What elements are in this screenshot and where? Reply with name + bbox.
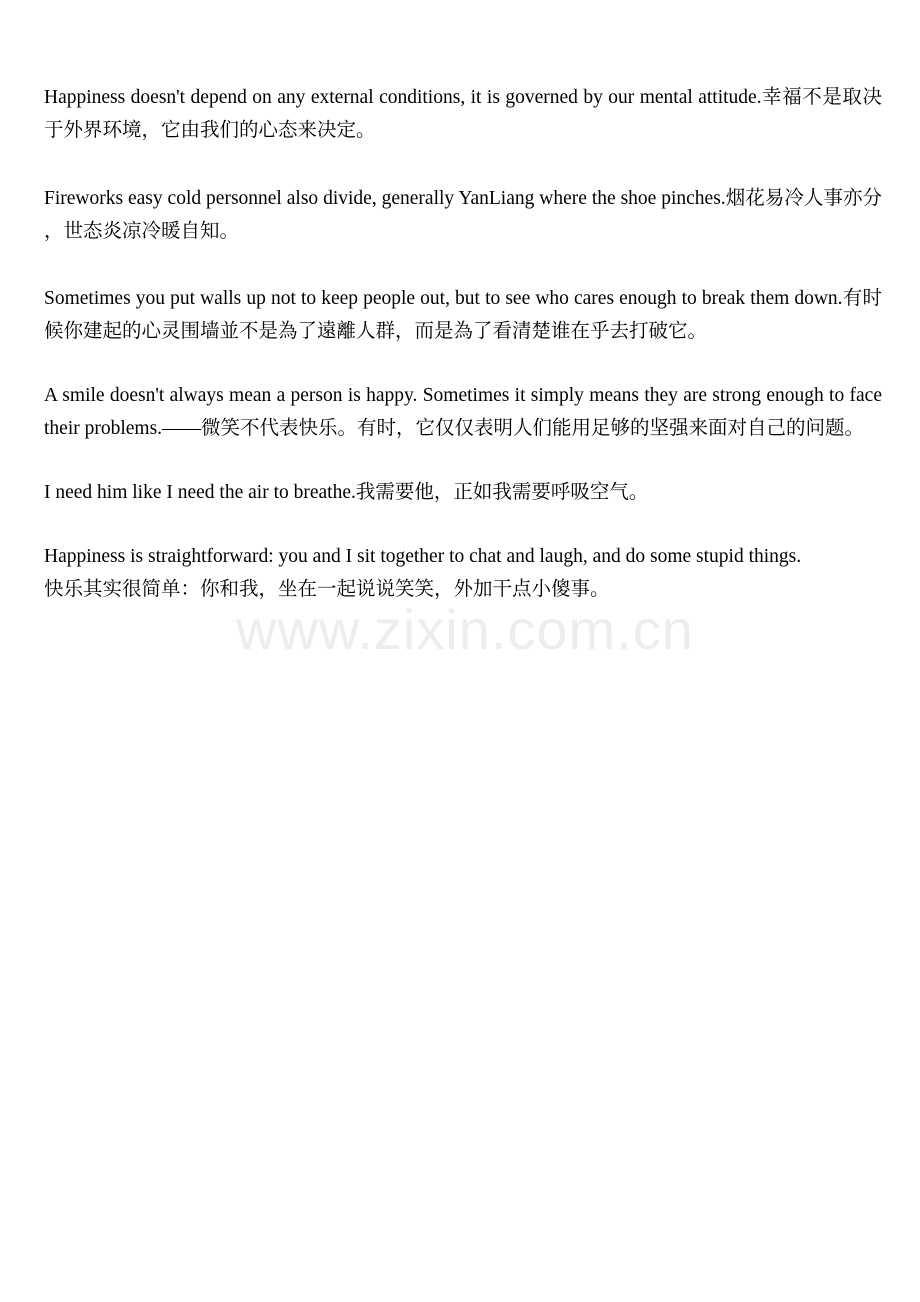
paragraph-6	[44, 540, 882, 606]
paragraph-3: Sometimes you put walls up not to keep people out, but to see who cares enough to break them down.有时候你建起的心灵围墙並不是為了遠離人群，而是為了看清楚谁在乎去打破它。	[44, 288, 882, 342]
paragraph-2: Fireworks easy cold personnel also divide, generally YanLiang where the shoe pinches.烟花易冷人事亦分 ，世态炎凉冷暖自知。	[44, 188, 882, 242]
paragraph-6-line-2: 快乐其实很简单：你和我，坐在一起说说笑笑，外加干点小傻事。	[44, 579, 610, 600]
watermark: www.zixin.com.cn	[236, 598, 694, 661]
paragraph-6-line-1: Happiness is straightforward: you and I sit together to chat and laugh, and do some stupid things.	[44, 546, 802, 567]
paragraph-4: A smile doesn't always mean a person is happy. Sometimes it simply means they are strong enough to face their problems.——微笑不代表快乐。有时，它仅仅表明人们能用足够的坚强来面对自己的问题。	[44, 385, 882, 439]
paragraph-1: Happiness doesn't depend on any external conditions, it is governed by our mental attitude.幸福不是取决于外界环境，它由我们的心态来决定。	[44, 87, 882, 141]
document-body	[44, 81, 882, 606]
paragraph-5: I need him like I need the air to breathe.我需要他，正如我需要呼吸空气。	[44, 482, 649, 503]
